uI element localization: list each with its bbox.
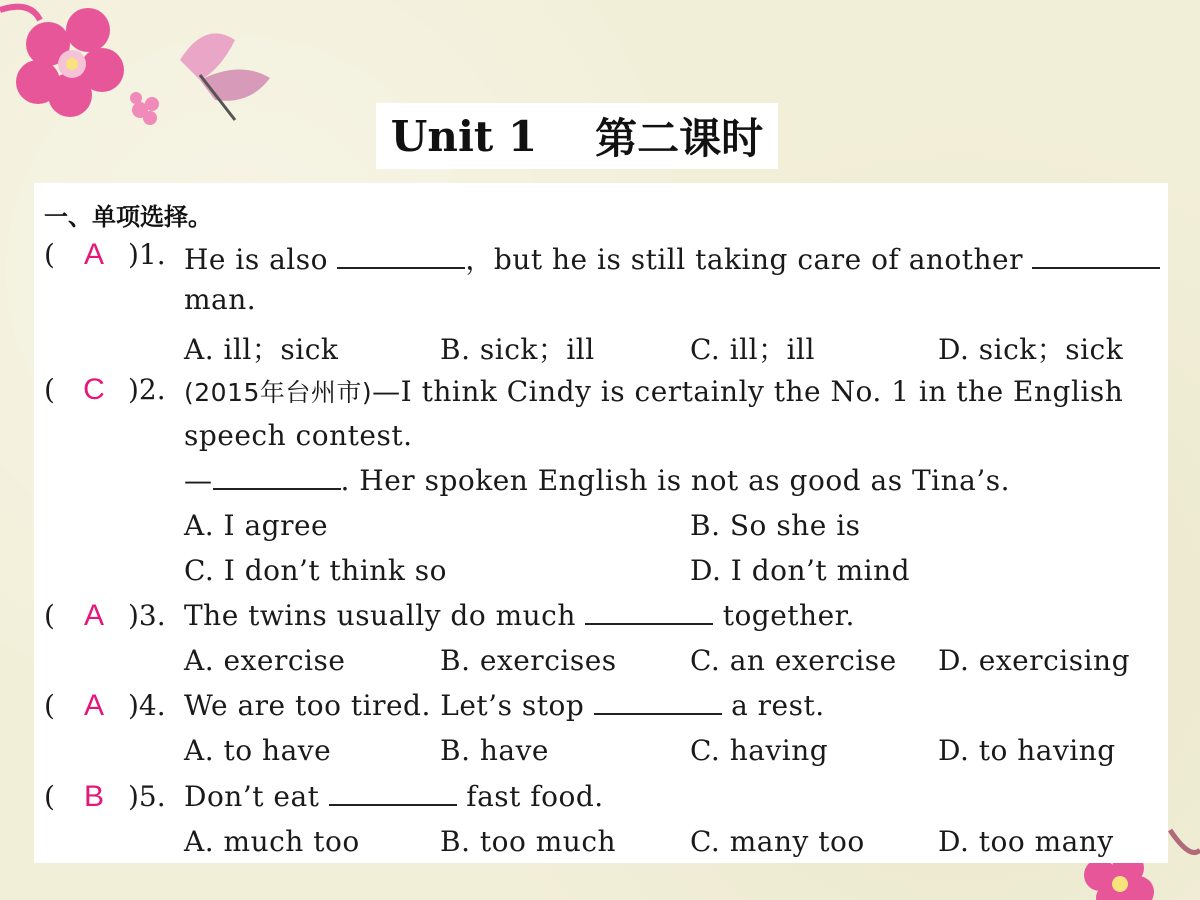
answer-1: A: [83, 238, 104, 271]
question-3-text: The twins usually do much together.: [184, 599, 855, 632]
unit-label: Unit 1: [390, 111, 538, 161]
answer-2: C: [83, 373, 105, 406]
answer-5: B: [83, 780, 104, 813]
lesson-label: 第二课时: [595, 114, 764, 163]
option-c: C. an exercise: [690, 644, 897, 677]
option-a: A. to have: [184, 734, 332, 767]
answer-paren-open: (: [44, 599, 55, 632]
flower-decoration-icon: [0, 0, 300, 140]
blank: [337, 245, 465, 269]
blank: [329, 782, 457, 806]
option-c: C. I don’t think so: [184, 554, 447, 587]
question-5-text: Don’t eat fast food.: [184, 780, 604, 813]
option-a: A. much too: [184, 825, 360, 858]
option-c: C. having: [690, 734, 829, 767]
question-2-reply: — . Her spoken English is not as good as Tina’s.: [184, 464, 1010, 497]
worksheet-panel: [34, 183, 1168, 863]
answer-paren-open: (: [44, 238, 55, 271]
option-d: D. sick；sick: [938, 333, 1124, 366]
question-2-text-cont: speech contest.: [184, 419, 413, 452]
answer-paren-open: (: [44, 373, 55, 406]
blank: [213, 466, 341, 490]
option-c: C. ill；ill: [690, 333, 815, 366]
blank: [1032, 245, 1160, 269]
answer-4: A: [83, 689, 104, 722]
option-b: B. exercises: [440, 644, 617, 677]
question-number: )4.: [128, 689, 166, 722]
question-number: )1.: [128, 238, 166, 271]
option-b: B. too much: [440, 825, 617, 858]
question-2-text: (2015年台州市)—I think Cindy is certainly the No. 1 in the English: [184, 375, 1124, 408]
question-number: )5.: [128, 780, 166, 813]
option-a: A. ill；sick: [184, 333, 339, 366]
option-d: D. exercising: [938, 644, 1130, 677]
blank: [594, 691, 722, 715]
page-title: [376, 103, 778, 169]
question-4-text: We are too tired. Let’s stop a rest.: [184, 689, 825, 722]
option-d: D. too many: [938, 825, 1114, 858]
answer-paren-open: (: [44, 780, 55, 813]
question-1-text-cont: man.: [184, 283, 257, 316]
answer-paren-open: (: [44, 689, 55, 722]
option-a: A. I agree: [184, 509, 329, 542]
question-source: (2015年台州市): [184, 378, 373, 407]
option-b: B. sick；ill: [440, 333, 595, 366]
answer-3: A: [83, 599, 104, 632]
question-number: )2.: [128, 373, 166, 406]
option-d: D. to having: [938, 734, 1116, 767]
question-number: )3.: [128, 599, 166, 632]
option-b: B. So she is: [690, 509, 861, 542]
question-1-text: He is also ，but he is still taking care of another: [184, 238, 1160, 278]
blank: [585, 601, 713, 625]
section-title: 一、单项选择。: [44, 203, 212, 231]
option-b: B. have: [440, 734, 549, 767]
option-c: C. many too: [690, 825, 865, 858]
option-a: A. exercise: [184, 644, 346, 677]
option-d: D. I don’t mind: [690, 554, 911, 587]
